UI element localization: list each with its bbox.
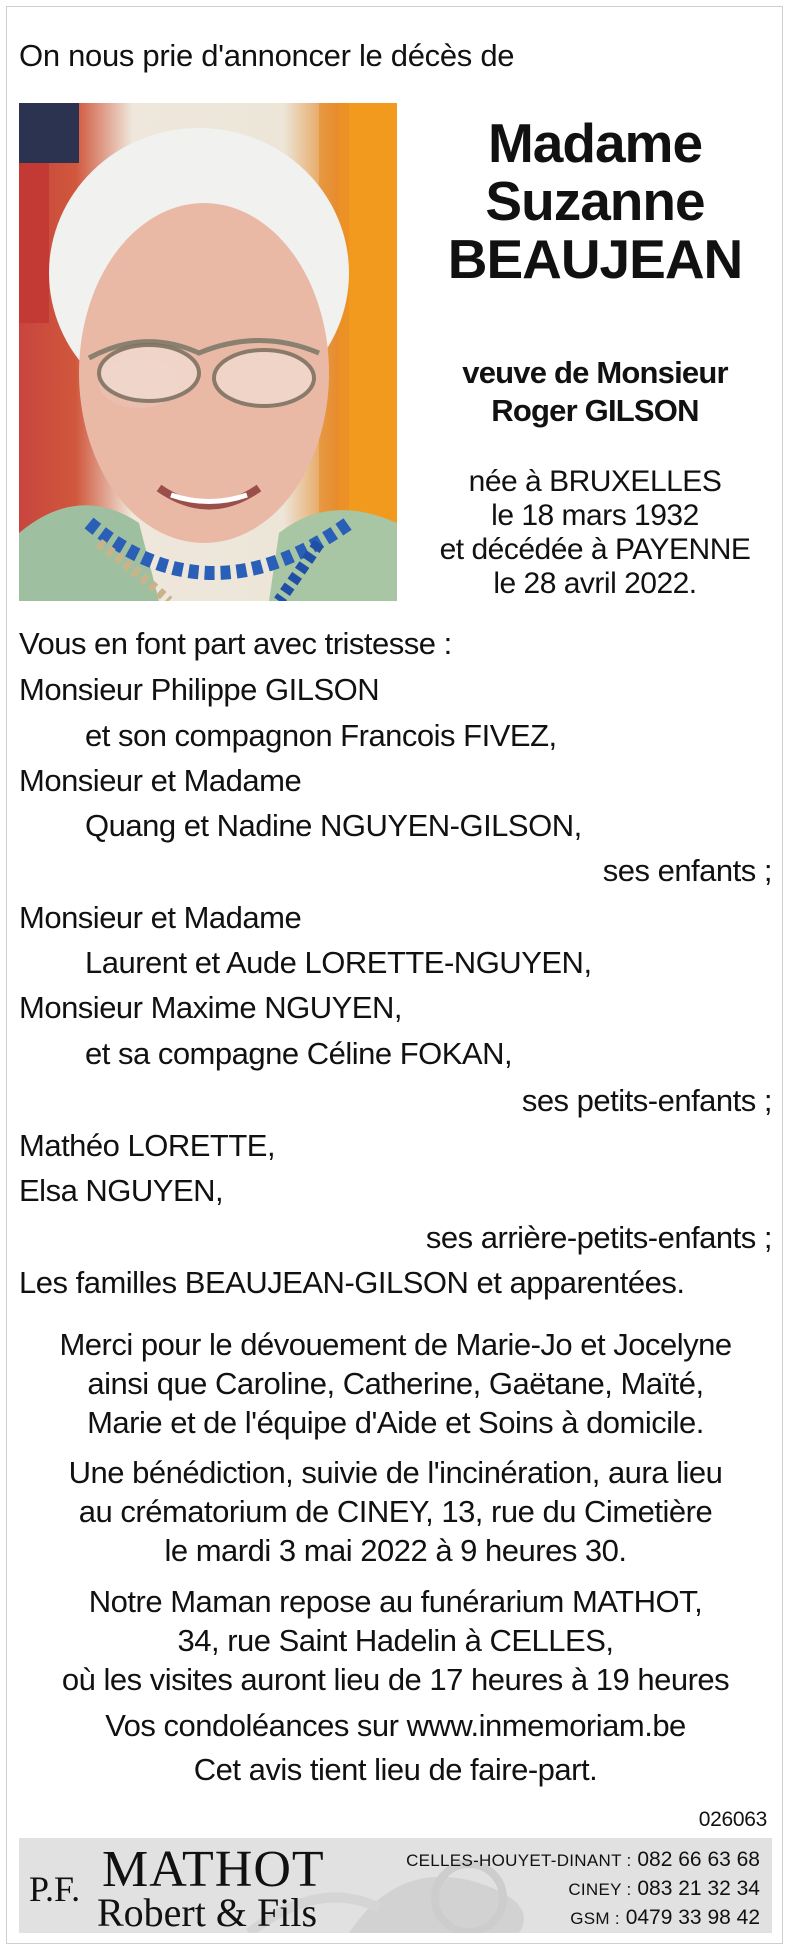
family-line: Quang et Nadine NGUYEN-GILSON,	[85, 808, 582, 843]
rest-line: 34, rue Saint Hadelin à CELLES,	[177, 1623, 614, 1658]
portrait-illustration	[19, 103, 397, 601]
company-name: MATHOT	[102, 1841, 325, 1898]
family-line: Monsieur et Madame	[19, 763, 302, 798]
contact-row	[406, 1846, 760, 1875]
widow-of	[400, 354, 790, 430]
condolences-link[interactable]: Vos condoléances sur www.inmemoriam.be	[105, 1708, 686, 1743]
family-relation: ses enfants ;	[602, 853, 772, 888]
family-intro: Vous en font part avec tristesse :	[19, 626, 452, 661]
family-line: Laurent et Aude LORETTE-NGUYEN,	[85, 945, 592, 980]
family-line: et sa compagne Céline FOKAN,	[85, 1036, 513, 1071]
reference-number: 026063	[698, 1808, 767, 1831]
portrait-photo	[19, 103, 397, 601]
ceremony-paragraph	[10, 1453, 781, 1570]
family-line: Monsieur Philippe GILSON	[19, 672, 380, 707]
company-subtitle: Robert & Fils	[97, 1890, 318, 1933]
contact-label: CELLES-HOUYET-DINANT :	[406, 1851, 632, 1870]
ceremony-line: le mardi 3 mai 2022 à 9 heures 30.	[164, 1533, 627, 1568]
thanks-line: ainsi que Caroline, Catherine, Gaëtane, Maïté,	[87, 1366, 704, 1401]
contact-phone[interactable]: 083 21 32 34	[637, 1877, 760, 1900]
rest-paragraph	[10, 1582, 781, 1699]
deceased-name	[400, 114, 790, 288]
date-line: née à BRUXELLES	[468, 465, 722, 498]
widow-line: veuve de Monsieur	[462, 355, 728, 390]
notice-text: Cet avis tient lieu de faire-part.	[193, 1752, 598, 1787]
thanks-line: Merci pour le dévouement de Marie-Jo et Jocelyne	[59, 1327, 732, 1362]
thanks-paragraph	[10, 1325, 781, 1442]
date-line: et décédée à PAYENNE	[439, 533, 751, 566]
pf-label: P.F.	[29, 1869, 81, 1909]
widow-line: Roger GILSON	[491, 393, 699, 428]
family-relation: ses arrière-petits-enfants ;	[425, 1220, 772, 1255]
family-relation: ses petits-enfants ;	[521, 1083, 772, 1118]
ceremony-line: Une bénédiction, suivie de l'incinération, aura lieu	[68, 1455, 723, 1490]
contact-list	[406, 1846, 760, 1933]
intro-text: On nous prie d'annoncer le décès de	[19, 38, 515, 73]
family-line: et son compagnon Francois FIVEZ,	[85, 718, 557, 753]
ceremony-line: au crématorium de CINEY, 13, rue du Cimetière	[78, 1494, 713, 1529]
rest-line: Notre Maman repose au funérarium MATHOT,	[88, 1584, 703, 1619]
rest-line: où les visites auront lieu de 17 heures à 19 heures	[61, 1662, 730, 1697]
thanks-line: Marie et de l'équipe d'Aide et Soins à domicile.	[87, 1405, 704, 1440]
family-line: Les familles BEAUJEAN-GILSON et apparentées.	[19, 1265, 685, 1300]
family-line: Monsieur et Madame	[19, 900, 302, 935]
contact-phone[interactable]: 082 66 63 68	[637, 1848, 760, 1871]
contact-label: CINEY :	[568, 1880, 632, 1899]
contact-label: GSM :	[570, 1909, 620, 1928]
family-line: Monsieur Maxime NGUYEN,	[19, 990, 402, 1025]
name-line: Madame	[487, 112, 703, 174]
family-line: Elsa NGUYEN,	[19, 1173, 224, 1208]
contact-row	[406, 1875, 760, 1904]
contact-phone[interactable]: 0479 33 98 42	[625, 1906, 760, 1929]
birth-death-dates	[400, 465, 790, 601]
name-line: Suzanne	[485, 170, 705, 232]
name-line: BEAUJEAN	[447, 228, 743, 290]
family-line: Mathéo LORETTE,	[19, 1128, 276, 1163]
date-line: le 28 avril 2022.	[493, 567, 697, 600]
date-line: le 18 mars 1932	[491, 499, 699, 532]
contact-row	[406, 1904, 760, 1933]
funeral-home-banner	[19, 1838, 772, 1933]
